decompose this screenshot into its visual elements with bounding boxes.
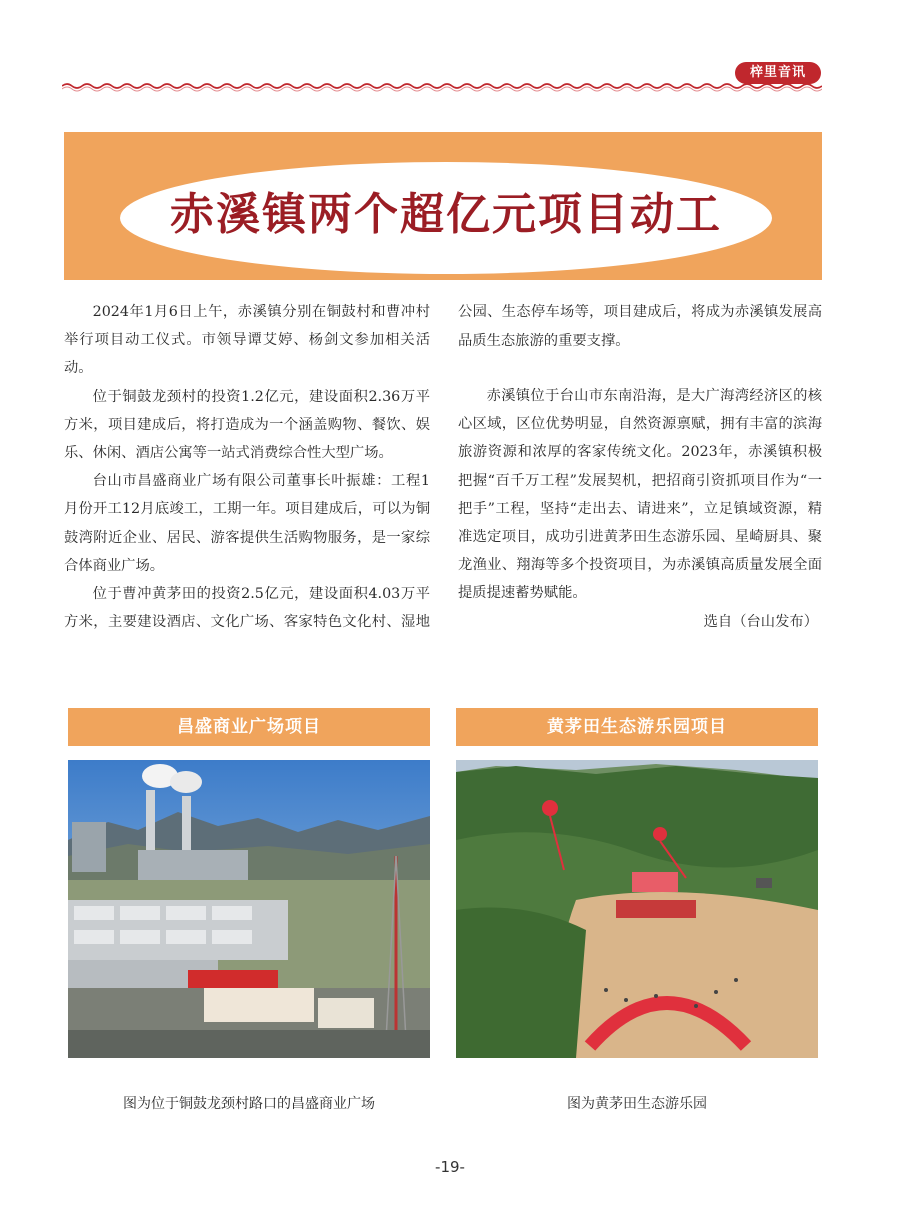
article-paragraph-continued: 公园、生态停车场等，项目建成后，将成为赤溪镇发展高品质生态旅游的重要支撑。 — [458, 304, 822, 349]
wavy-divider — [62, 80, 822, 92]
article-paragraph: 位于铜鼓龙颈村的投资1.2亿元，建设面积2.36万平方米，项目建成后，将打造成为一个涵盖购物、餐饮、娱乐、休闲、酒店公寓等一站式消费综合性大型广场。 — [64, 388, 430, 462]
article-paragraph: 位于曹冲黄茅田的投资2.5亿元，建设面积4.03万平方米，主要建设酒店、文化广场、客家特色文化村、湿地 — [64, 586, 430, 631]
article-column-right — [458, 298, 822, 636]
article-source: 选自（台山发布） — [703, 613, 818, 630]
article-paragraph: 台山市昌盛商业广场有限公司董事长叶振雄：工程1月份开工12月底竣工，工期一年。项目建成后，可以为铜鼓湾附近企业、居民、游客提供生活购物服务，是一家综合体商业广场。 — [64, 473, 430, 574]
photo-heading-right: 黄茅田生态游乐园项目 — [456, 708, 818, 746]
article-paragraph: 赤溪镇位于台山市东南沿海，是大广海湾经济区的核心区域，区位优势明显，自然资源禀赋，拥有丰富的滨海旅游资源和浓厚的客家传统文化。2023年，赤溪镇积极把握“百千万工程”发展契机，把招商引资抓项目作为“一把手”工程，坚持“走出去、请进来”，立足镇域资源，精准选定项目，成功引进黄茅田生态游乐园、星崎厨具、聚龙渔业、翔海等多个投资项目，为赤溪镇高质量发展全面提质提速蓄势赋能。 — [458, 388, 822, 602]
article-column-left — [64, 298, 430, 636]
article-title: 赤溪镇两个超亿元项目动工 — [170, 189, 722, 240]
section-tag: 梓里音讯 — [735, 62, 821, 84]
article-paragraph: 2024年1月6日上午，赤溪镇分别在铜鼓村和曹冲村举行项目动工仪式。市领导谭艾婷、杨剑文参加相关活动。 — [64, 304, 430, 377]
page-number: -19- — [435, 1158, 465, 1176]
photo-caption-right: 图为黄茅田生态游乐园 — [567, 1096, 707, 1112]
photo-commercial-plaza — [68, 760, 430, 1058]
photo-heading-left: 昌盛商业广场项目 — [68, 708, 430, 746]
photo-ecological-park — [456, 760, 818, 1058]
photo-caption-left: 图为位于铜鼓龙颈村路口的昌盛商业广场 — [123, 1096, 375, 1112]
